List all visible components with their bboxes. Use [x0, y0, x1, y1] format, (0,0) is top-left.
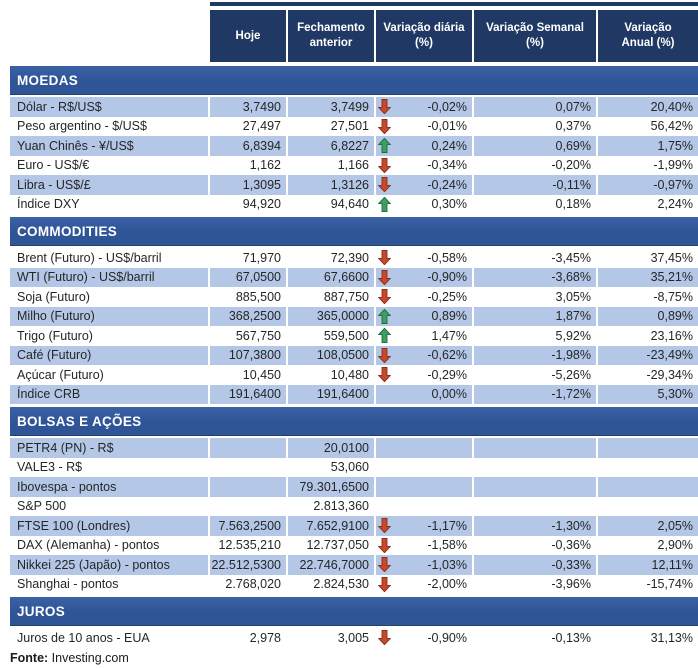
variacao-diaria-cell: [376, 287, 472, 307]
hoje-value: 567,750: [210, 326, 286, 346]
row-label: Euro - US$/€: [10, 156, 208, 176]
hoje-value: 191,6400: [210, 385, 286, 405]
variacao-diaria-value: -1,58%: [427, 538, 467, 553]
hoje-value: 885,500: [210, 287, 286, 307]
variacao-diaria-cell: [376, 248, 472, 268]
table-row: [10, 136, 698, 156]
variacao-diaria-value: -0,90%: [427, 630, 467, 645]
variacao-diaria-value: -0,90%: [427, 270, 467, 285]
variacao-anual-value: -1,99%: [598, 156, 698, 176]
variacao-diaria-value: -0,24%: [427, 177, 467, 192]
red-down-arrow-icon: [378, 289, 392, 305]
variacao-diaria-value: 0,89%: [431, 309, 467, 324]
section-header: MOEDAS: [10, 66, 698, 95]
variacao-diaria-cell: [376, 117, 472, 137]
table-row: [10, 536, 698, 556]
fechamento-value: 22.746,7000: [288, 555, 374, 575]
hoje-value: 71,970: [210, 248, 286, 268]
variacao-anual-value: 0,89%: [598, 307, 698, 327]
variacao-semanal-value: [474, 497, 596, 517]
hoje-value: 3,7490: [210, 97, 286, 117]
variacao-anual-value: 5,30%: [598, 385, 698, 405]
variacao-diaria-value: 1,47%: [431, 328, 467, 343]
red-down-arrow-icon: [378, 537, 392, 553]
green-up-arrow-icon: [378, 328, 392, 344]
hoje-value: 1,3095: [210, 175, 286, 195]
variacao-semanal-value: -3,96%: [474, 575, 596, 595]
red-down-arrow-icon: [378, 118, 392, 134]
table-row: [10, 458, 698, 478]
table-row: [10, 326, 698, 346]
row-label: DAX (Alemanha) - pontos: [10, 536, 208, 556]
table-row: [10, 117, 698, 137]
table-row: [10, 175, 698, 195]
variacao-diaria-cell: [376, 575, 472, 595]
arrow-placeholder: [378, 386, 392, 402]
row-label: Ibovespa - pontos: [10, 477, 208, 497]
hoje-value: [210, 497, 286, 517]
arrow-placeholder: [378, 479, 392, 495]
variacao-diaria-value: -0,58%: [427, 250, 467, 265]
hoje-value: 22.512,5300: [210, 555, 286, 575]
table-row: [10, 156, 698, 176]
variacao-anual-value: 1,75%: [598, 136, 698, 156]
variacao-diaria-cell: [376, 555, 472, 575]
column-header: Hoje: [210, 10, 286, 62]
row-label: PETR4 (PN) - R$: [10, 438, 208, 458]
table-header-row: [10, 10, 698, 62]
variacao-semanal-value: 0,18%: [474, 195, 596, 215]
variacao-diaria-value: -0,25%: [427, 289, 467, 304]
variacao-semanal-value: -3,45%: [474, 248, 596, 268]
fechamento-value: 94,640: [288, 195, 374, 215]
variacao-semanal-value: -0,33%: [474, 555, 596, 575]
row-label: Yuan Chinês - ¥/US$: [10, 136, 208, 156]
red-down-arrow-icon: [378, 269, 392, 285]
variacao-diaria-cell: [376, 536, 472, 556]
fechamento-value: 12.737,050: [288, 536, 374, 556]
variacao-diaria-cell: [376, 195, 472, 215]
source-value: Investing.com: [51, 650, 129, 665]
fechamento-value: 191,6400: [288, 385, 374, 405]
variacao-semanal-value: -3,68%: [474, 268, 596, 288]
variacao-semanal-value: -0,36%: [474, 536, 596, 556]
fechamento-value: 79.301,6500: [288, 477, 374, 497]
row-label: Índice CRB: [10, 385, 208, 405]
variacao-anual-value: 2,90%: [598, 536, 698, 556]
fechamento-value: 7.652,9100: [288, 516, 374, 536]
variacao-diaria-cell: [376, 365, 472, 385]
table-row: [10, 268, 698, 288]
variacao-semanal-value: 1,87%: [474, 307, 596, 327]
table-row: [10, 575, 698, 595]
fechamento-value: 67,6600: [288, 268, 374, 288]
variacao-semanal-value: 0,69%: [474, 136, 596, 156]
hoje-value: 67,0500: [210, 268, 286, 288]
variacao-anual-value: 56,42%: [598, 117, 698, 137]
fechamento-value: 1,3126: [288, 175, 374, 195]
variacao-diaria-cell: [376, 628, 472, 648]
table-row: [10, 385, 698, 405]
variacao-diaria-value: -0,34%: [427, 158, 467, 173]
table-row: [10, 628, 698, 648]
hoje-value: 94,920: [210, 195, 286, 215]
variacao-semanal-value: -0,20%: [474, 156, 596, 176]
section-header: BOLSAS E AÇÕES: [10, 407, 698, 436]
table-body: [0, 66, 698, 648]
variacao-semanal-value: -5,26%: [474, 365, 596, 385]
hoje-value: 10,450: [210, 365, 286, 385]
table-row: [10, 497, 698, 517]
variacao-anual-value: -8,75%: [598, 287, 698, 307]
variacao-anual-value: [598, 438, 698, 458]
variacao-semanal-value: 3,05%: [474, 287, 596, 307]
fechamento-value: 10,480: [288, 365, 374, 385]
variacao-diaria-cell: [376, 97, 472, 117]
arrow-placeholder: [378, 459, 392, 475]
row-label: Brent (Futuro) - US$/barril: [10, 248, 208, 268]
row-label: S&P 500: [10, 497, 208, 517]
variacao-diaria-value: -1,17%: [427, 518, 467, 533]
column-header: Variação Semanal (%): [474, 10, 596, 62]
fechamento-value: 887,750: [288, 287, 374, 307]
table-row: [10, 287, 698, 307]
red-down-arrow-icon: [378, 518, 392, 534]
variacao-diaria-value: -0,02%: [427, 99, 467, 114]
fechamento-value: 6,8227: [288, 136, 374, 156]
column-header: Fechamento anterior: [288, 10, 374, 62]
section-header: COMMODITIES: [10, 217, 698, 246]
fechamento-value: 20,0100: [288, 438, 374, 458]
hoje-value: 368,2500: [210, 307, 286, 327]
row-label: WTI (Futuro) - US$/barril: [10, 268, 208, 288]
hoje-value: 7.563,2500: [210, 516, 286, 536]
hoje-value: 2.768,020: [210, 575, 286, 595]
variacao-semanal-value: [474, 477, 596, 497]
variacao-diaria-cell: [376, 516, 472, 536]
variacao-anual-value: -29,34%: [598, 365, 698, 385]
fechamento-value: 365,0000: [288, 307, 374, 327]
variacao-diaria-cell: [376, 307, 472, 327]
table-row: [10, 307, 698, 327]
green-up-arrow-icon: [378, 138, 392, 154]
variacao-semanal-value: -1,30%: [474, 516, 596, 536]
red-down-arrow-icon: [378, 250, 392, 266]
red-down-arrow-icon: [378, 367, 392, 383]
red-down-arrow-icon: [378, 347, 392, 363]
hoje-value: 27,497: [210, 117, 286, 137]
arrow-placeholder: [378, 498, 392, 514]
variacao-diaria-cell: [376, 438, 472, 458]
red-down-arrow-icon: [378, 157, 392, 173]
variacao-diaria-value: 0,00%: [431, 387, 467, 402]
row-label: Milho (Futuro): [10, 307, 208, 327]
row-label: Dólar - R$/US$: [10, 97, 208, 117]
variacao-diaria-value: -0,62%: [427, 348, 467, 363]
row-label: Índice DXY: [10, 195, 208, 215]
column-header: Variação diária (%): [376, 10, 472, 62]
table-row: [10, 438, 698, 458]
fechamento-value: 3,005: [288, 628, 374, 648]
hoje-value: 12.535,210: [210, 536, 286, 556]
variacao-anual-value: 37,45%: [598, 248, 698, 268]
variacao-anual-value: [598, 477, 698, 497]
row-label: Soja (Futuro): [10, 287, 208, 307]
variacao-diaria-value: -0,01%: [427, 119, 467, 134]
variacao-anual-value: 23,16%: [598, 326, 698, 346]
variacao-anual-value: [598, 497, 698, 517]
row-label: FTSE 100 (Londres): [10, 516, 208, 536]
fechamento-value: 2.813,360: [288, 497, 374, 517]
variacao-diaria-cell: [376, 497, 472, 517]
row-label: Açúcar (Futuro): [10, 365, 208, 385]
variacao-diaria-cell: [376, 136, 472, 156]
variacao-diaria-cell: [376, 385, 472, 405]
red-down-arrow-icon: [378, 99, 392, 115]
row-label: Shanghai - pontos: [10, 575, 208, 595]
fechamento-value: 27,501: [288, 117, 374, 137]
red-down-arrow-icon: [378, 630, 392, 646]
variacao-anual-value: -15,74%: [598, 575, 698, 595]
red-down-arrow-icon: [378, 557, 392, 573]
variacao-diaria-cell: [376, 346, 472, 366]
fechamento-value: 2.824,530: [288, 575, 374, 595]
row-label: Trigo (Futuro): [10, 326, 208, 346]
variacao-semanal-value: -1,98%: [474, 346, 596, 366]
fechamento-value: 72,390: [288, 248, 374, 268]
source-note: [10, 651, 698, 665]
row-label: Juros de 10 anos - EUA: [10, 628, 208, 648]
green-up-arrow-icon: [378, 196, 392, 212]
variacao-semanal-value: [474, 458, 596, 478]
hoje-value: 2,978: [210, 628, 286, 648]
table-row: [10, 516, 698, 536]
variacao-semanal-value: [474, 438, 596, 458]
green-up-arrow-icon: [378, 308, 392, 324]
variacao-anual-value: 35,21%: [598, 268, 698, 288]
fechamento-value: 53,060: [288, 458, 374, 478]
variacao-semanal-value: -0,11%: [474, 175, 596, 195]
section-header: JUROS: [10, 597, 698, 626]
table-row: [10, 97, 698, 117]
hoje-value: [210, 458, 286, 478]
table-row: [10, 248, 698, 268]
variacao-anual-value: -0,97%: [598, 175, 698, 195]
table-row: [10, 365, 698, 385]
variacao-diaria-value: 0,30%: [431, 197, 467, 212]
variacao-diaria-cell: [376, 175, 472, 195]
variacao-anual-value: 31,13%: [598, 628, 698, 648]
fechamento-value: 559,500: [288, 326, 374, 346]
variacao-diaria-cell: [376, 326, 472, 346]
red-down-arrow-icon: [378, 576, 392, 592]
table-row: [10, 346, 698, 366]
corner-cell: [10, 10, 208, 62]
variacao-diaria-cell: [376, 156, 472, 176]
hoje-value: 107,3800: [210, 346, 286, 366]
row-label: Nikkei 225 (Japão) - pontos: [10, 555, 208, 575]
variacao-anual-value: [598, 458, 698, 478]
variacao-anual-value: 20,40%: [598, 97, 698, 117]
variacao-semanal-value: 0,07%: [474, 97, 596, 117]
variacao-diaria-cell: [376, 268, 472, 288]
variacao-semanal-value: -1,72%: [474, 385, 596, 405]
row-label: Café (Futuro): [10, 346, 208, 366]
variacao-diaria-value: -2,00%: [427, 577, 467, 592]
hoje-value: 1,162: [210, 156, 286, 176]
fechamento-value: 3,7499: [288, 97, 374, 117]
variacao-diaria-cell: [376, 477, 472, 497]
variacao-anual-value: 2,05%: [598, 516, 698, 536]
variacao-semanal-value: 0,37%: [474, 117, 596, 137]
fechamento-value: 108,0500: [288, 346, 374, 366]
hoje-value: [210, 477, 286, 497]
row-label: Peso argentino - $/US$: [10, 117, 208, 137]
column-header: Variação Anual (%): [598, 10, 698, 62]
hoje-value: [210, 438, 286, 458]
variacao-diaria-value: -1,03%: [427, 557, 467, 572]
variacao-semanal-value: 5,92%: [474, 326, 596, 346]
table-row: [10, 195, 698, 215]
table-row: [10, 555, 698, 575]
source-label: Fonte:: [10, 650, 49, 665]
top-strip: [210, 2, 698, 6]
table-row: [10, 477, 698, 497]
hoje-value: 6,8394: [210, 136, 286, 156]
variacao-anual-value: -23,49%: [598, 346, 698, 366]
row-label: VALE3 - R$: [10, 458, 208, 478]
row-label: Libra - US$/£: [10, 175, 208, 195]
variacao-anual-value: 2,24%: [598, 195, 698, 215]
variacao-anual-value: 12,11%: [598, 555, 698, 575]
variacao-diaria-value: -0,29%: [427, 367, 467, 382]
red-down-arrow-icon: [378, 177, 392, 193]
variacao-diaria-cell: [376, 458, 472, 478]
arrow-placeholder: [378, 440, 392, 456]
variacao-diaria-value: 0,24%: [431, 138, 467, 153]
fechamento-value: 1,166: [288, 156, 374, 176]
variacao-semanal-value: -0,13%: [474, 628, 596, 648]
